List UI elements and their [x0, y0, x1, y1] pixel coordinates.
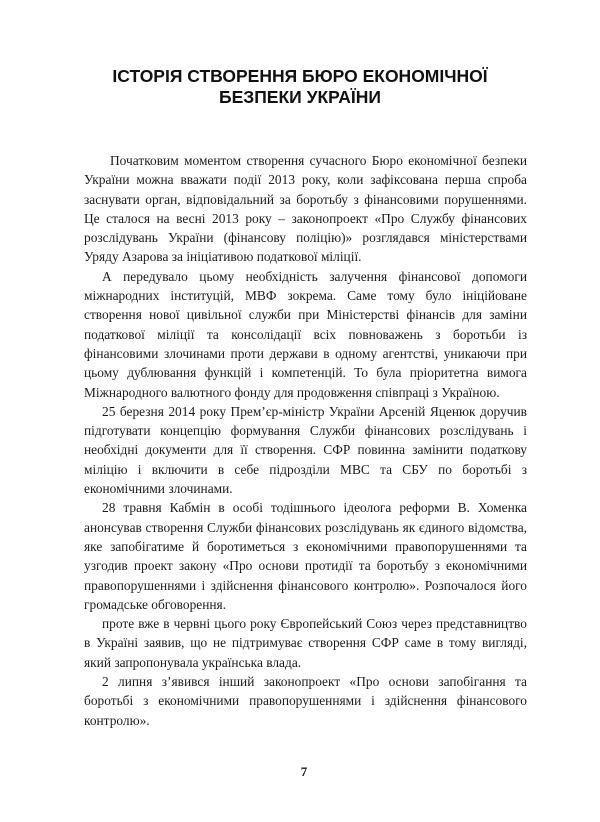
body-text — [84, 151, 527, 730]
page-title: ІСТОРІЯ СТВОРЕННЯ БЮРО ЕКОНОМІЧНОЇ БЕЗПЕКИ УКРАЇНИ — [112, 66, 488, 107]
page-number: 7 — [300, 764, 308, 779]
paragraph-2: А передувало цьому необхідність залучення фінансової допомоги міжнародних інституцій, МВФ зокрема. Саме тому було ініційоване створення нової цивільної служби при Міністерстві фінансів для заміни податкової міліції та консолідації всіх повноважень з боротьби із фінансовими злочинами проти держави в одному агентстві, уникаючи при цьому дублювання функцій і компетенцій. То була пріоритетна вимога Міжнародного валютного фонду для продовження співпраці з Україною. — [84, 268, 527, 400]
paragraph-4: 28 травня Кабмін в особі тодішнього ідеолога реформи В. Хоменка анонсував створення Служби фінансових розслідувань як єдиного відомства, яке запобігатиме й боротиметься з економічними правопорушеннями та узгодив проект закону «Про основи протидії та боротьбу з економічними правопорушеннями і здійснення фінансового контролю». Розпочалося його громадське обговорення. — [84, 500, 527, 612]
paragraph-6: 2 липня з’явився інший законопроект «Про основи запобігання та боротьбі з економічними правопорушеннями і здійснення фінансового контролю». — [84, 674, 527, 728]
paragraph-3: 25 березня 2014 року Прем’єр-міністр України Арсеній Яценюк доручив підготувати концепцію формування Служби фінансових розслідувань і необхідні документи для її створення. СФР повинна замінити податкову міліцію і включити в себе підрозділи МВС та СБУ по боротьбі з економічними злочинами. — [84, 403, 527, 497]
paragraph-1: Початковим моментом створення сучасного Бюро економічної безпеки України можна вважати події 2013 року, коли зафіксована перша спроба заснувати орган, відповідальний за боротьбу з фінансовими порушеннями. Це сталося на весні 2013 року – законопроект «Про Службу фінансових розслідувань України (фінансову поліцію)» розглядався міністерствами Уряду Азарова за ініціативою податкової міліції. — [84, 153, 527, 265]
paragraph-5: проте вже в червні цього року Європейський Союз через представництво в Україні заявив, що не підтримуває створення СФР саме в тому вигляді, який запропонувала українська влада. — [84, 616, 527, 670]
